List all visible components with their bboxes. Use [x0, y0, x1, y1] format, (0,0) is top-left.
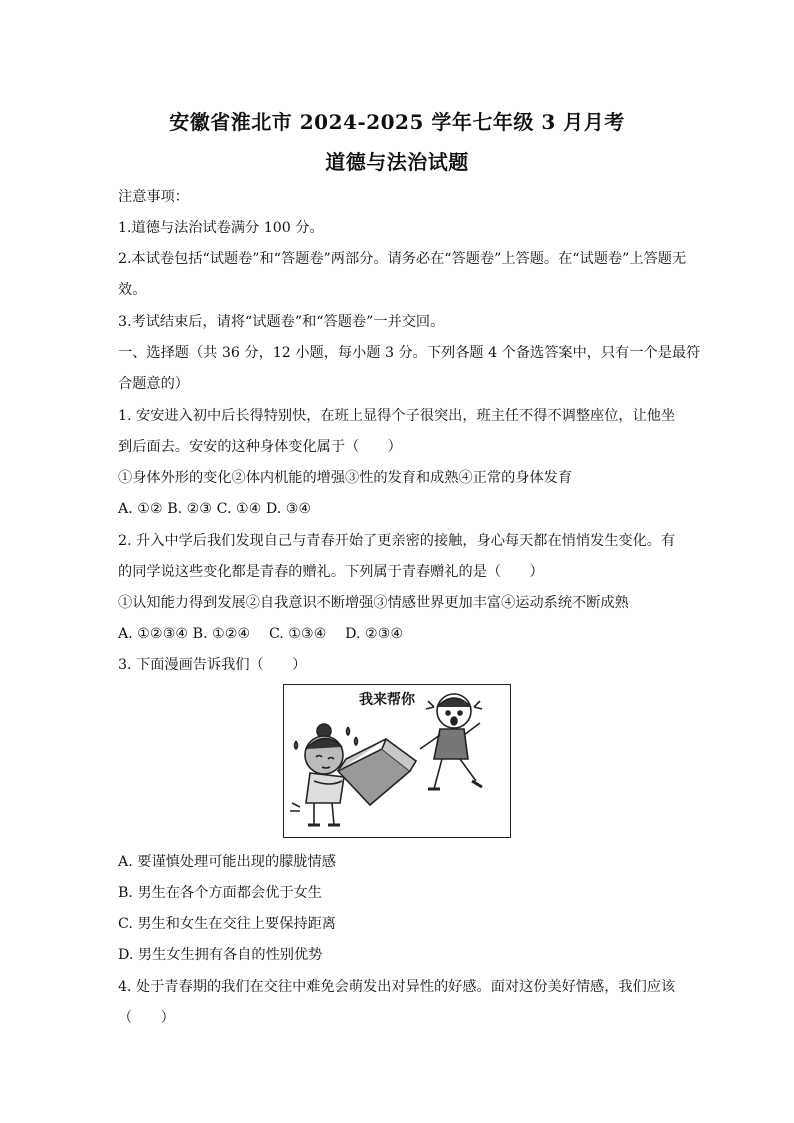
- question-2-stem-cont: 的同学说这些变化都是青春的赠礼。下列属于青春赠礼的是（ ）: [118, 564, 544, 580]
- notice-item-1: 1.道德与法治试卷满分 100 分。: [118, 220, 324, 236]
- exam-title-line2: 道德与法治试题: [325, 150, 469, 174]
- question-1-statements: ①身体外形的变化②体内机能的增强③性的发育和成熟④正常的身体发育: [118, 470, 573, 486]
- notice-item-2: 2.本试卷包括“试题卷”和“答题卷”两部分。请务必在“答题卷”上答题。在“试题卷”上答题无: [118, 251, 687, 267]
- question-3-option-b: B. 男生在各个方面都会优于女生: [118, 885, 322, 901]
- notice-heading: 注意事项：: [118, 189, 189, 205]
- comic-illustration: [283, 684, 511, 838]
- notice-item-2-cont: 效。: [118, 282, 147, 298]
- comic-caption: 我来帮你: [359, 692, 415, 708]
- question-3-option-a: A. 要谨慎处理可能出现的朦胧情感: [118, 854, 336, 870]
- question-2-options: A. ①②③④ B. ①②④ C. ①③④ D. ②③④: [118, 626, 404, 642]
- question-2-stem: 2. 升入中学后我们发现自己与青春开始了更亲密的接触，身心每天都在悄悄发生变化。有: [118, 533, 676, 549]
- section-heading-cont: 合题意的）: [118, 376, 189, 392]
- question-2-statements: ①认知能力得到发展②自我意识不断增强③情感世界更加丰富④运动系统不断成熟: [118, 595, 629, 611]
- question-3-option-c: C. 男生和女生在交往上要保持距离: [118, 916, 336, 932]
- question-1-stem-cont: 到后面去。安安的这种身体变化属于（ ）: [118, 439, 402, 455]
- question-3-stem: 3. 下面漫画告诉我们（ ）: [118, 657, 307, 673]
- question-1-options: A. ①② B. ②③ C. ①④ D. ③④: [118, 501, 312, 517]
- section-heading: 一、选择题（共 36 分，12 小题，每小题 3 分。下列各题 4 个备选答案中，只有一个是最符: [118, 345, 701, 361]
- question-1-stem: 1. 安安进入初中后长得特别快，在班上显得个子很突出，班主任不得不调整座位，让他坐: [118, 408, 676, 424]
- exam-title-line1: 安徽省淮北市 2024-2025 学年七年级 3 月月考: [169, 110, 625, 134]
- question-3-option-d: D. 男生女生拥有各自的性别优势: [118, 947, 323, 963]
- question-4-stem: 4. 处于青春期的我们在交往中难免会萌发出对异性的好感。面对这份美好情感，我们应该: [118, 979, 676, 995]
- notice-item-3: 3.考试结束后，请将“试题卷”和“答题卷”一并交回。: [118, 314, 445, 330]
- question-4-stem-cont: （ ）: [118, 1010, 175, 1026]
